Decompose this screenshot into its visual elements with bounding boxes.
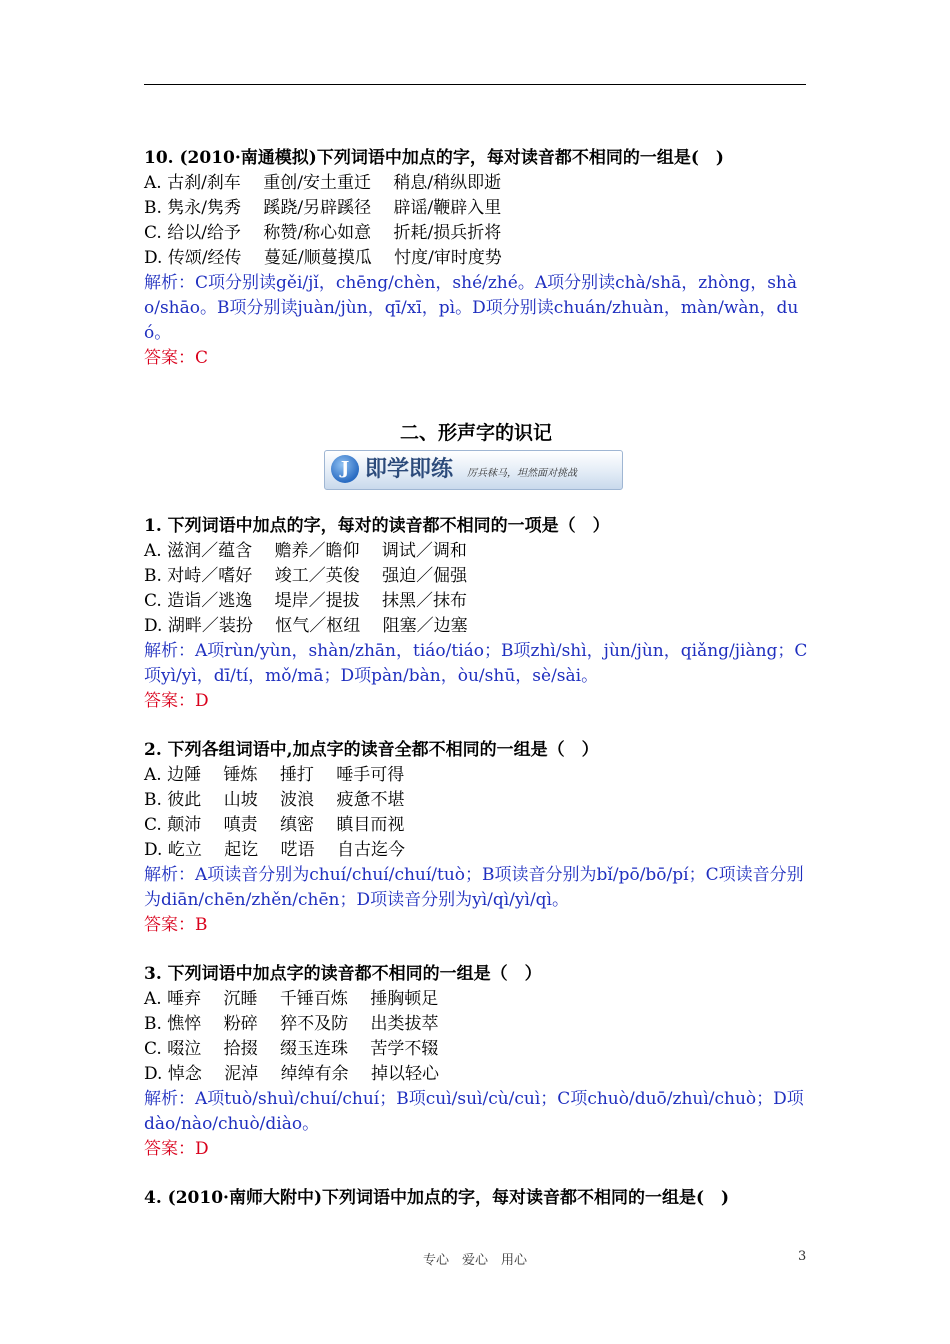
- analysis: 解析：A项rùn/yùn，shàn/zhān，tiáo/tiáo；B项zhì/shì，jùn/jùn，qiǎng/jiàng；C项yì/yì，dī/tí，mǒ/mā；D项pàn/bàn，òu/shū，sè/sài。: [144, 641, 808, 686]
- option-a: A. 唾弃 沉睡 千锤百炼 捶胸顿足: [144, 989, 439, 1009]
- question-3: [144, 962, 808, 1162]
- answer: 答案：C: [144, 348, 209, 368]
- page-footer: 专心 爱心 用心: [422, 1253, 527, 1268]
- option-c: C. 颠沛 嗔责 缜密 瞋目而视: [144, 815, 405, 835]
- question-stem: 10. (2010·南通模拟)下列词语中加点的字，每对读音都不相同的一组是( ): [144, 148, 724, 168]
- page-content: [144, 146, 808, 1211]
- answer: 答案：B: [144, 915, 208, 935]
- option-a: A. 滋润／蕴含 赡养／瞻仰 调试／调和: [144, 541, 467, 561]
- question-stem: 2. 下列各组词语中,加点字的读音全都不相同的一组是（ ）: [144, 740, 599, 760]
- option-a: A. 古刹/刹车 重创/安土重迁 稍息/稍纵即逝: [144, 173, 502, 193]
- option-c: C. 啜泣 拾掇 缀玉连珠 苦学不辍: [144, 1039, 439, 1059]
- option-d: D. 屹立 起讫 呓语 自古迄今: [144, 840, 406, 860]
- banner-slogan: 厉兵秣马，坦然面对挑战: [467, 468, 577, 479]
- option-c: C. 造诣／逃逸 堤岸／提拔 抹黑／抹布: [144, 591, 468, 611]
- banner-title: 即学即练: [365, 457, 454, 482]
- question-10: [144, 146, 808, 371]
- option-d: D. 传颂/经传 蔓延/顺蔓摸瓜 忖度/审时度势: [144, 248, 502, 268]
- option-b: B. 彼此 山坡 波浪 疲惫不堪: [144, 790, 405, 810]
- practice-banner: [324, 450, 623, 490]
- analysis: 解析：A项tuò/shuì/chuí/chuí；B项cuì/suì/cù/cuì；C项chuò/duō/zhuì/chuò；D项dào/nào/chuò/diào。: [144, 1089, 804, 1134]
- question-2: [144, 738, 808, 938]
- section-heading: 二、形声字的识记: [399, 422, 552, 444]
- answer: 答案：D: [144, 1139, 209, 1159]
- analysis: 解析：A项读音分别为chuí/chuí/chuí/tuò；B项读音分别为bǐ/pō/bō/pí；C项读音分别为diān/chēn/zhěn/chēn；D项读音分别为yì/qì/yì/qì。: [144, 865, 804, 910]
- option-b: B. 憔悴 粉碎 猝不及防 出类拔萃: [144, 1014, 439, 1034]
- option-c: C. 给以/给予 称赞/称心如意 折耗/损兵折将: [144, 223, 502, 243]
- answer: 答案：D: [144, 691, 209, 711]
- option-d: D. 悼念 泥淖 绰绰有余 掉以轻心: [144, 1064, 440, 1084]
- option-b: B. 隽永/隽秀 蹊跷/另辟蹊径 辟谣/鞭辟入里: [144, 198, 502, 218]
- question-stem: 4. (2010·南师大附中)下列词语中加点的字，每对读音都不相同的一组是( ): [144, 1188, 730, 1208]
- page-number: 3: [798, 1249, 807, 1264]
- question-stem: 1. 下列词语中加点的字，每对的读音都不相同的一项是（ ）: [144, 516, 610, 536]
- option-b: B. 对峙／嗜好 竣工／英俊 强迫／倔强: [144, 566, 468, 586]
- j-badge-icon: J: [331, 455, 359, 483]
- header-rule: [144, 84, 806, 85]
- practice-banner-wrap: [144, 446, 808, 514]
- question-4: [144, 1186, 808, 1211]
- analysis: 解析：C项分别读gěi/jǐ，chēng/chèn，shé/zhé。A项分别读chà/shā，zhòng，shào/shāo。B项分别读juàn/jùn，qī/xī，pì。D项分别读chuán/zhuàn，màn/wàn，duó。: [144, 273, 799, 343]
- option-d: D. 湖畔／装扮 怄气／枢纽 阻塞／边塞: [144, 616, 468, 636]
- question-1: [144, 514, 808, 714]
- option-a: A. 边陲 锤炼 捶打 唾手可得: [144, 765, 405, 785]
- question-stem: 3. 下列词语中加点字的读音都不相同的一组是（ ）: [144, 964, 542, 984]
